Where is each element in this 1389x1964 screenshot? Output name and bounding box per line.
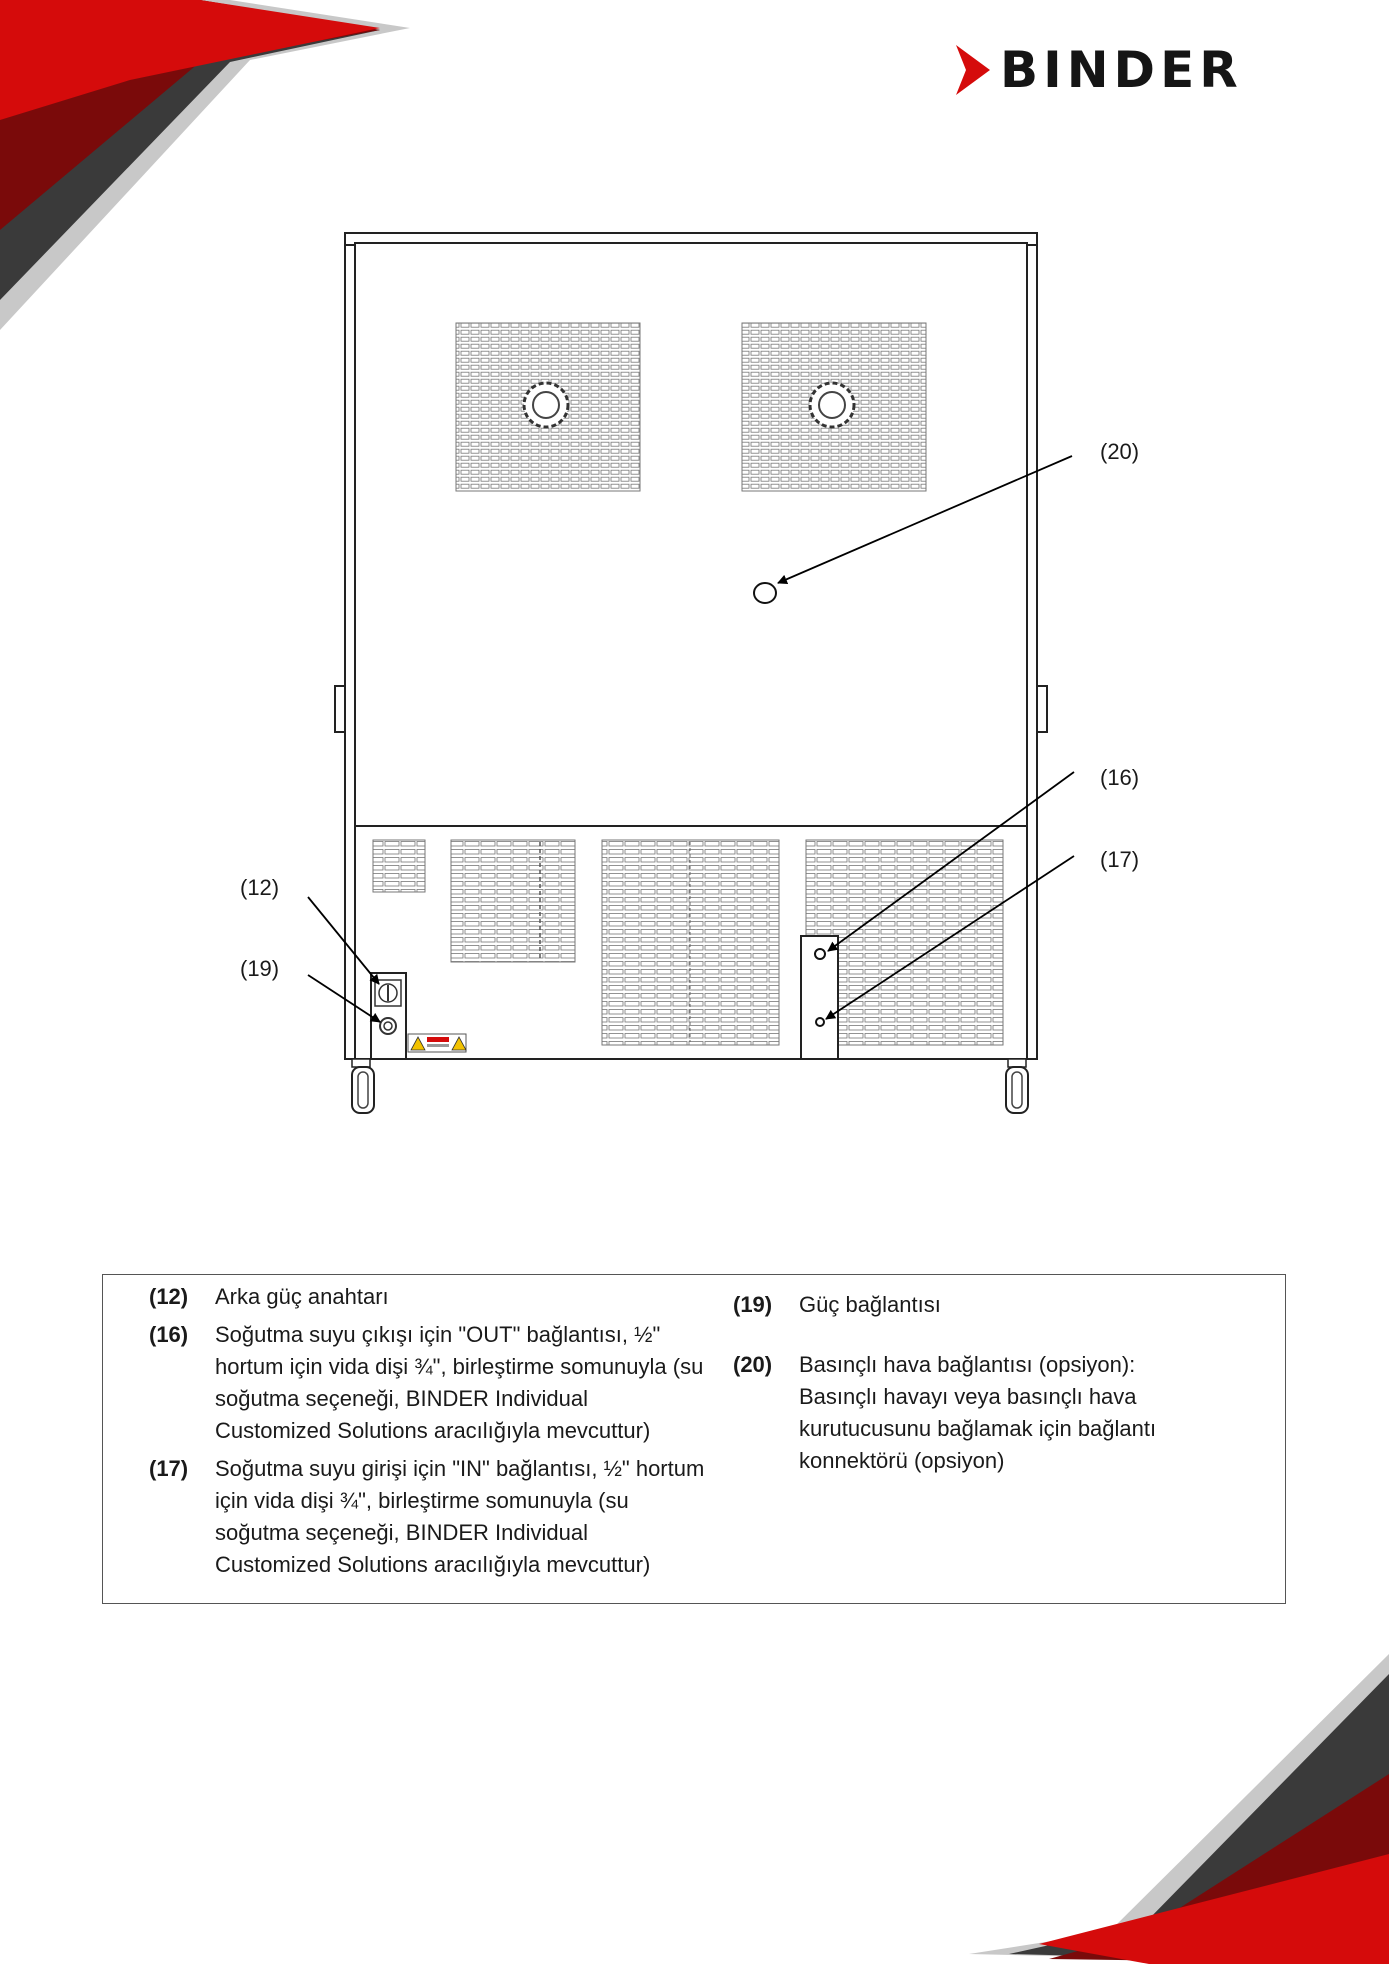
fan-grille-left [456,323,640,491]
legend-item-12 [149,1281,709,1313]
legend-item-17 [149,1453,709,1581]
compressed-air-port [754,583,776,603]
legend-item-19 [733,1289,1193,1321]
legend-box [102,1274,1286,1604]
side-handle-left [335,686,345,732]
callout-19: (19) [240,956,280,981]
legend-item-text: Arka güç anahtarı [215,1284,389,1309]
legend-item-20 [733,1349,1193,1477]
fan-grille-right [742,323,926,491]
power-box [371,973,406,1059]
legend-item-number: (19) [733,1292,773,1317]
warning-label [408,1034,466,1052]
caster-left [352,1059,374,1113]
legend-item-number: (16) [149,1322,189,1347]
legend-item-text: Güç bağlantısı [799,1292,941,1317]
callout-12: (12) [240,875,280,900]
legend-item-number: (20) [733,1352,773,1377]
lower-grille-1 [451,840,575,962]
lower-grille-small [373,840,425,892]
callout-17: (17) [1100,847,1140,872]
lower-grille-2 [602,840,779,1045]
callout-16: (16) [1100,765,1140,790]
water-connection-bracket [801,936,838,1059]
logo-text: BINDER [1000,41,1243,99]
corner-decoration-bottom-right [969,1654,1389,1964]
side-handle-right [1037,686,1047,732]
legend-item-text: Basınçlı hava bağlantısı (opsiyon): Basınçlı havayı veya basınçlı hava kurutucusunu bağlamak için bağlantı konnektörü (opsiyon) [799,1352,1157,1473]
leader-line-12 [308,897,379,984]
caster-right [1006,1059,1028,1113]
legend-item-number: (12) [149,1284,189,1309]
legend-item-16 [149,1319,709,1447]
legend-item-text: Soğutma suyu girişi için "IN" bağlantısı, ½" hortum için vida dişi ¾", birleştirme somunuyla (su soğutma seçeneği, BINDER Individual Customized Solutions aracılığıyla mevcuttur) [215,1456,705,1577]
callout-20: (20) [1100,439,1140,464]
legend-item-text: Soğutma suyu çıkışı için "OUT" bağlantısı, ½" hortum için vida dişi ¾", birleştirme somunuyla (su soğutma seçeneği, BINDER Individual Customized Solutions aracılığıyla mevcuttur) [215,1322,704,1443]
legend-item-number: (17) [149,1456,189,1481]
